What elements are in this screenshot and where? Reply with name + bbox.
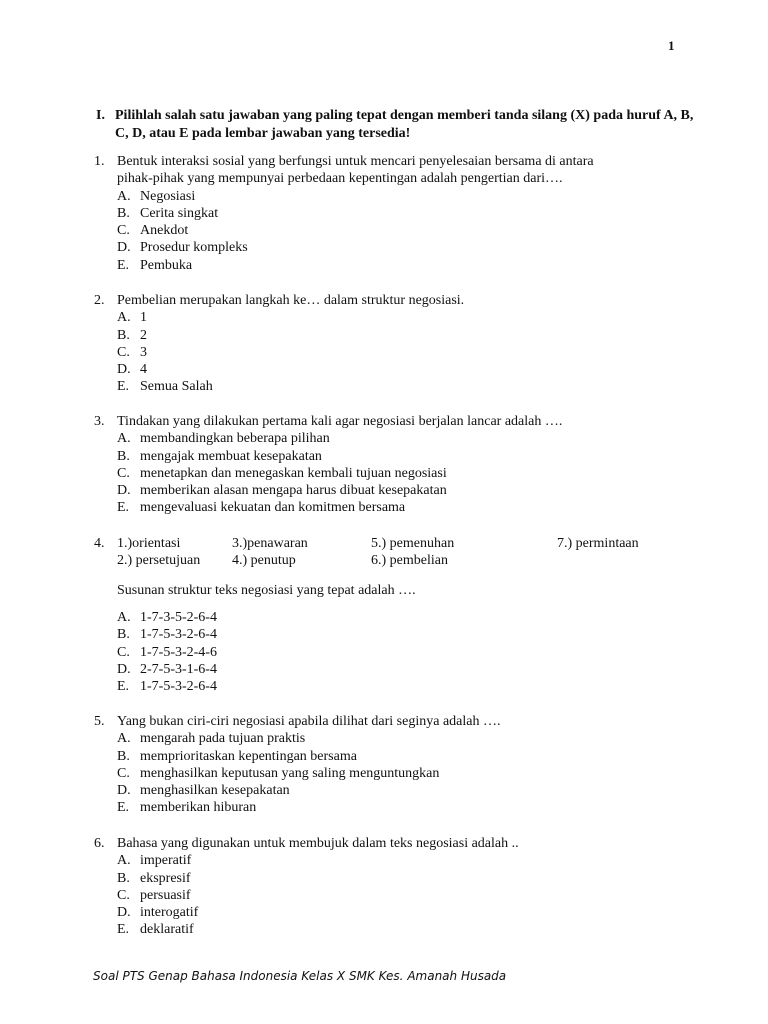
question-text-line: Bahasa yang digunakan untuk membujuk dalam teks negosiasi adalah .. [117,836,519,851]
question-number: 1. [94,154,105,169]
structure-item: 6.) pembelian [371,553,448,569]
structure-item: 3.)penawaran [232,536,308,551]
question-text-line: Susunan struktur teks negosiasi yang tepat adalah …. [117,583,416,598]
instruction-number: I. [96,108,105,123]
question-number: 3. [94,414,105,429]
question-text-line: pihak-pihak yang mempunyai perbedaan kepentingan adalah pengertian dari…. [117,171,563,187]
question-text-line: Yang bukan ciri-ciri negosiasi apabila dilihat dari seginya adalah …. [117,714,501,729]
page-number: 1 [668,38,675,53]
question-text-line: Pembelian merupakan langkah ke… dalam struktur negosiasi. [117,293,465,308]
structure-item: 2.) persetujuan [117,553,201,569]
question-number: 4. [94,536,105,551]
structure-item: 5.) pemenuhan [371,536,455,551]
question-number: 5. [94,714,105,729]
structure-item: 1.)orientasi [117,536,181,551]
structure-item: 4.) penutup [232,553,296,569]
page-footer: Soal PTS Genap Bahasa Indonesia Kelas X SMK Kes. Amanah Husada [93,969,507,983]
question-text-line: Bentuk interaksi sosial yang berfungsi untuk mencari penyelesaian bersama di antara [117,154,594,169]
question-number: 6. [94,836,105,851]
question-text-line: Tindakan yang dilakukan pertama kali agar negosiasi berjalan lancar adalah …. [117,414,563,429]
question-number: 2. [94,293,105,308]
structure-item: 7.) permintaan [557,536,639,551]
instruction-text: Pilihlah salah satu jawaban yang paling tepat dengan memberi tanda silang (X) pada huruf A, B, C, D, atau E pada lembar jawaban yang tersedia! [115,108,694,141]
